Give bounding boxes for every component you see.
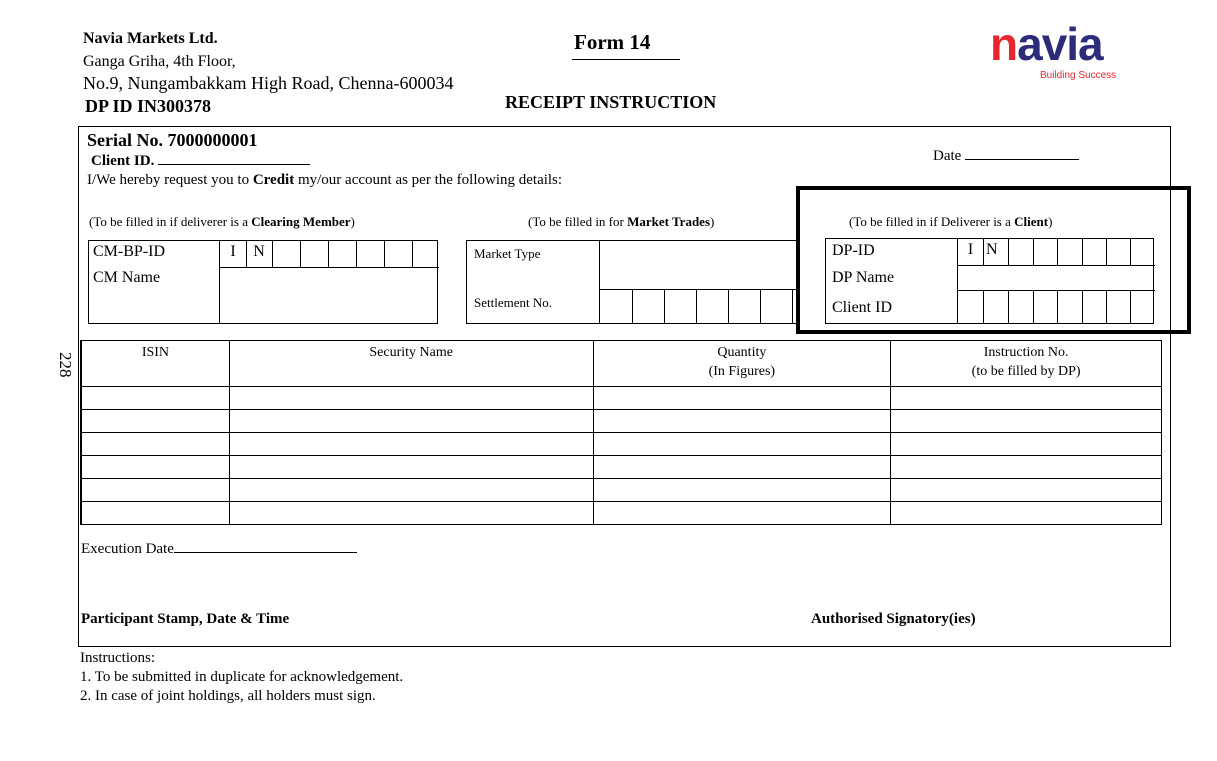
quantity-cell[interactable] xyxy=(593,433,891,456)
security-name-cell[interactable] xyxy=(229,433,593,456)
dp-prefix-n: N xyxy=(986,241,998,258)
request-text-credit: Credit xyxy=(252,172,295,188)
securities-table xyxy=(80,340,1162,525)
settlement-label: Settlement No. xyxy=(474,295,552,310)
cd-fields xyxy=(957,239,1155,324)
isin-cell[interactable] xyxy=(81,456,229,479)
isin-cell[interactable] xyxy=(81,387,229,410)
isin-cell[interactable] xyxy=(81,502,229,525)
header-quantity: Quantity (In Figures) xyxy=(593,341,891,387)
isin-cell[interactable] xyxy=(81,433,229,456)
cm-prefix-n: N xyxy=(253,243,265,260)
dp-id-field[interactable] xyxy=(958,239,1155,266)
instructions-title: Instructions: xyxy=(80,650,155,666)
page-number: 228 xyxy=(56,352,75,378)
date-label: Date xyxy=(933,148,962,164)
request-text xyxy=(87,172,562,189)
quantity-cell[interactable] xyxy=(593,502,891,525)
mt-note-pre: (To be filled in for xyxy=(528,214,628,229)
dp-name-field[interactable] xyxy=(958,266,1155,291)
cm-fields xyxy=(219,241,439,324)
table-row xyxy=(81,479,1162,502)
securities-table-header xyxy=(81,341,1162,387)
market-type-label: Market Type xyxy=(474,246,541,261)
logo-text: n xyxy=(990,18,1018,70)
cm-name-field[interactable] xyxy=(220,268,439,324)
execution-date-label: Execution Date xyxy=(81,541,174,557)
company-name: Navia Markets Ltd. xyxy=(83,30,218,47)
quantity-cell[interactable] xyxy=(593,387,891,410)
cd-note-pre: (To be filled in if Deliverer is a xyxy=(849,214,1015,229)
serial-number: Serial No. 7000000001 xyxy=(87,130,258,150)
clearing-member-box xyxy=(88,240,438,324)
instruction-item: 2. In case of joint holdings, all holders must sign. xyxy=(80,688,376,704)
dp-name-label: DP Name xyxy=(832,269,895,286)
cm-note-bold: Clearing Member xyxy=(251,214,351,229)
cm-name-label: CM Name xyxy=(93,269,161,286)
mt-note-bold: Market Trades xyxy=(627,214,711,229)
security-name-cell[interactable] xyxy=(229,456,593,479)
navia-logo: navia Building Success xyxy=(990,18,1117,81)
dp-id-header: DP ID IN300378 xyxy=(85,96,212,116)
request-text-post: my/our account as per the following details: xyxy=(294,172,563,188)
request-text-pre: I/We hereby request you to xyxy=(87,172,253,188)
participant-stamp-label: Participant Stamp, Date & Time xyxy=(81,611,290,627)
client-deliverer-box xyxy=(825,238,1154,324)
cm-bp-id-field[interactable] xyxy=(220,241,439,268)
instruction-no-cell[interactable] xyxy=(891,479,1162,502)
dp-id-label: DP-ID xyxy=(832,242,875,259)
table-row xyxy=(81,387,1162,410)
client-id-label-box: Client ID xyxy=(832,299,892,316)
instructions xyxy=(80,649,403,706)
market-trades-note xyxy=(528,214,714,230)
form-subtitle: RECEIPT INSTRUCTION xyxy=(505,92,717,112)
market-type-field[interactable] xyxy=(600,241,799,290)
instruction-item: 1. To be submitted in duplicate for acknowledgement. xyxy=(80,669,404,685)
security-name-cell[interactable] xyxy=(229,502,593,525)
instruction-no-cell[interactable] xyxy=(891,387,1162,410)
table-row xyxy=(81,433,1162,456)
instruction-no-cell[interactable] xyxy=(891,502,1162,525)
dp-prefix-i: I xyxy=(967,241,974,258)
quantity-cell[interactable] xyxy=(593,479,891,502)
company-address-line1: Ganga Griha, 4th Floor, xyxy=(83,53,236,70)
header-security-name: Security Name xyxy=(229,341,593,387)
logo-tagline: Building Success xyxy=(1040,70,1117,81)
cm-note-pre: (To be filled in if deliverer is a xyxy=(89,214,252,229)
date-row xyxy=(933,148,1079,165)
mt-fields xyxy=(599,241,799,324)
table-row xyxy=(81,502,1162,525)
instruction-no-cell[interactable] xyxy=(891,456,1162,479)
isin-cell[interactable] xyxy=(81,410,229,433)
table-row xyxy=(81,410,1162,433)
execution-date-field[interactable] xyxy=(174,552,357,553)
isin-cell[interactable] xyxy=(81,479,229,502)
form-title: Form 14 xyxy=(572,30,680,60)
cd-note-bold: Client xyxy=(1014,214,1049,229)
instruction-no-cell[interactable] xyxy=(891,433,1162,456)
mt-note-post: ) xyxy=(710,214,715,229)
instruction-no-cell[interactable] xyxy=(891,410,1162,433)
cm-bp-id-label: CM-BP-ID xyxy=(93,243,166,260)
client-id-field[interactable] xyxy=(158,164,310,165)
client-id-field-boxes[interactable] xyxy=(958,291,1155,324)
client-deliverer-note xyxy=(849,214,1052,230)
execution-date-row xyxy=(81,541,357,558)
company-address-line2: No.9, Nungambakkam High Road, Chenna-600034 xyxy=(83,73,454,93)
client-id-label: Client ID. xyxy=(91,153,155,169)
cm-prefix-i: I xyxy=(230,243,236,260)
security-name-cell[interactable] xyxy=(229,479,593,502)
client-id-row xyxy=(91,153,310,170)
quantity-cell[interactable] xyxy=(593,410,891,433)
quantity-cell[interactable] xyxy=(593,456,891,479)
security-name-cell[interactable] xyxy=(229,387,593,410)
cd-note-post: ) xyxy=(1048,214,1053,229)
table-row xyxy=(81,456,1162,479)
market-trades-box xyxy=(466,240,798,324)
clearing-member-note xyxy=(89,214,355,230)
security-name-cell[interactable] xyxy=(229,410,593,433)
cm-note-post: ) xyxy=(350,214,355,229)
authorised-signatory-label: Authorised Signatory(ies) xyxy=(811,611,976,627)
date-field[interactable] xyxy=(965,159,1079,160)
header-instruction-no: Instruction No. (to be filled by DP) xyxy=(891,341,1162,387)
settlement-no-field[interactable] xyxy=(600,290,799,324)
header-isin: ISIN xyxy=(81,341,229,387)
